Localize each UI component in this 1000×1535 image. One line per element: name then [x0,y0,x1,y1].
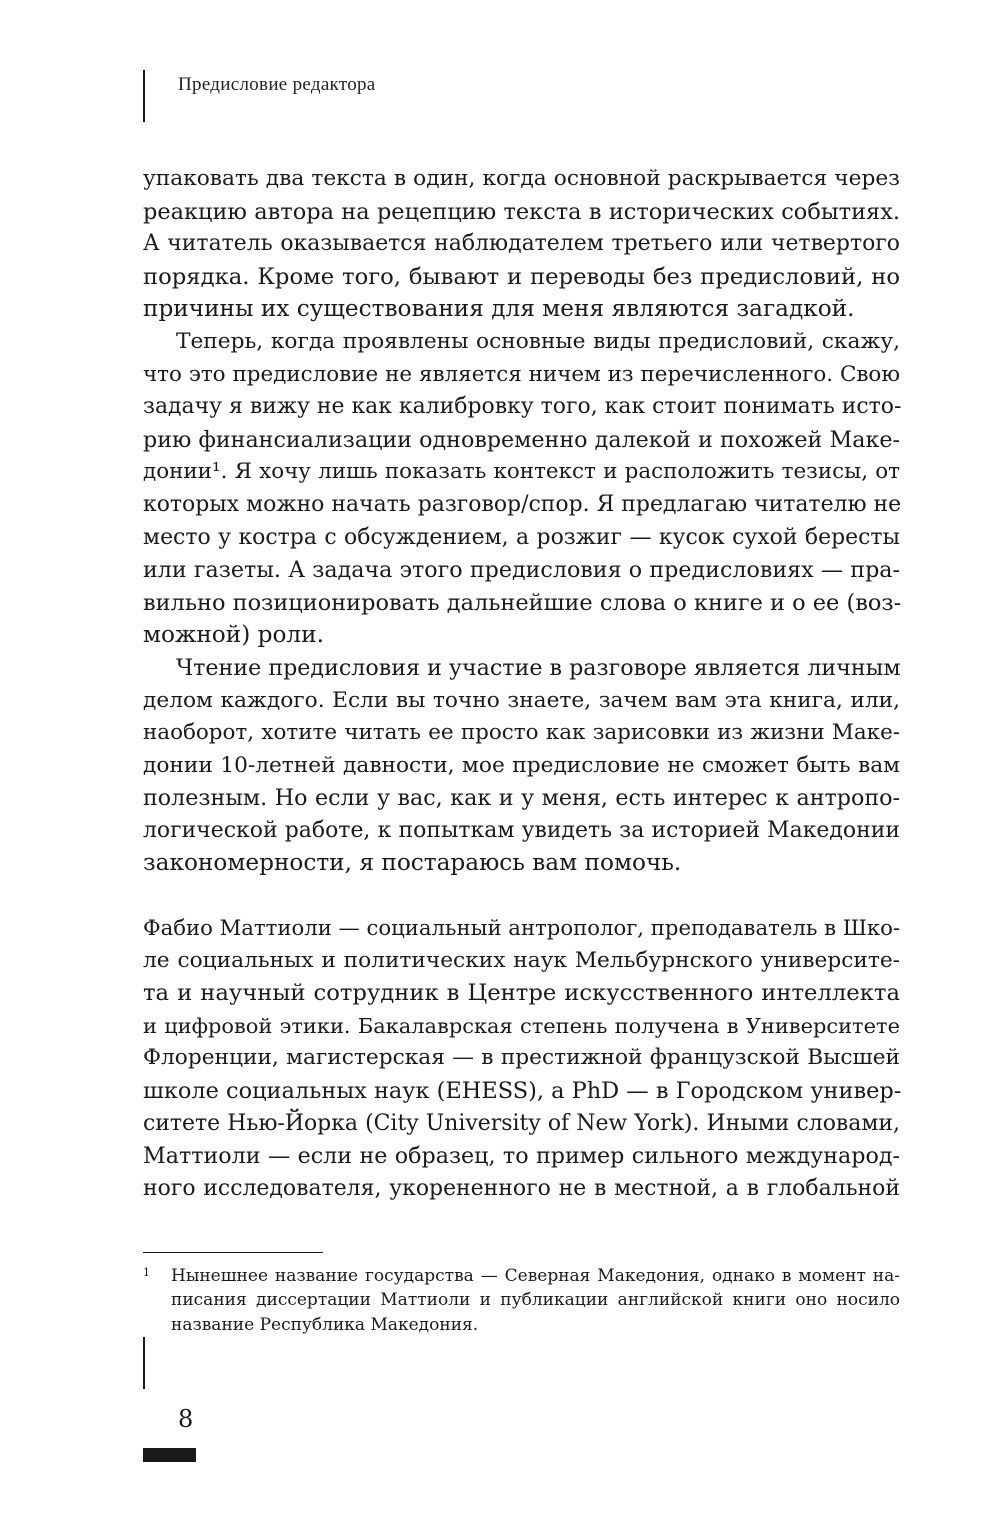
footnote-line: писания диссертации Маттиоли и публикации английской книги оно носило [171,1290,900,1311]
text-line: задачу я вижу не как калибровку того, как стоит понимать исто- [143,394,902,420]
text-line: наоборот, хотите читать ее просто как зарисовки из жизни Маке- [143,720,900,746]
footer-vertical-rule [143,1337,145,1389]
text-line: логической работе, к попыткам увидеть за историей Македонии [143,817,900,843]
text-line: делом каждого. Если вы точно знаете, зачем вам эта книга, или, [143,687,900,713]
footnote-line: Нынешнее название государства — Северная Македония, однако в момент на- [171,1266,900,1286]
footnote-line: название Республика Македония. [171,1314,479,1335]
paragraph [143,326,900,652]
header-vertical-rule [143,70,145,122]
text-line: школе социальных наук (EHESS), а PhD — в Городском универ- [143,1078,902,1105]
text-line: ситете Нью-Йорка (City University of New York). Иными словами, [143,1110,900,1136]
main-text [143,163,900,1205]
text-line: Теперь, когда проявлены основные виды предисловий, скажу, [176,328,900,354]
text-line: Фабио Маттиоли — социальный антрополог, преподаватель в Шко- [143,915,901,941]
text-line: та и научный сотрудник в Центре искусственного интеллекта [143,980,900,1007]
footnote-separator [143,1252,323,1253]
text-line: или газеты. А задача этого предисловия о предисловиях — пра- [143,557,900,584]
text-line: вильно позиционировать дальнейшие слова о книге и о ее (воз- [143,589,902,616]
text-line: что это предисловие не является ничем из перечисленного. Свою [143,361,900,387]
text-line: ле социальных и политических наук Мельбурнского университе- [143,947,900,973]
text-line: ного исследователя, укорененного не в местной, а в глобальной [143,1175,900,1201]
text-line: закономерности, я постараюсь вам помочь. [143,849,682,877]
running-head: Предисловие редактора [178,74,376,95]
page-number: 8 [178,1405,194,1433]
paragraph [143,163,900,326]
author-bio-paragraph [143,912,900,1205]
text-line: место у костра с обсуждением, а розжиг — кусок сухой бересты [143,524,900,550]
text-line: Маттиоли — если не образец, то пример сильного международ- [143,1143,900,1170]
text-line: упаковать два текста в один, когда основной раскрывается через [143,166,900,191]
text-line: донии¹. Я хочу лишь показать контекст и расположить тезисы, от [143,459,900,485]
text-line: которых можно начать разговор/спор. Я предлагаю читателю не [143,491,902,517]
text-line: донии 10-летней давности, мое предисловие не сможет быть вам [143,752,900,778]
text-line: А читатель оказывается наблюдателем третьего или четвертого [143,231,900,257]
text-line: рию финансиализации одновременно далекой и похожей Маке- [143,426,900,453]
text-line: порядка. Кроме того, бывают и переводы без предисловий, но [143,263,900,290]
text-line: полезным. Но если у вас, как и у меня, есть интерес к антропо- [143,785,900,812]
text-line: можной) роли. [143,621,324,649]
text-line: Флоренции, магистерская — в престижной французской Высшей [143,1045,900,1071]
text-line: Чтение предисловия и участие в разговоре является личным [176,654,901,681]
footnote-mark: 1 [143,1266,150,1279]
section-gap [143,880,900,912]
footnote [143,1264,900,1337]
paragraph [143,652,900,880]
text-line: причины их существования для меня являются загадкой. [143,295,855,323]
text-line: реакцию автора на рецепцию текста в исторических событиях. [143,198,900,225]
text-line: и цифровой этики. Бакалаврская степень получена в Университете [143,1013,900,1038]
page-tab-marker [143,1448,196,1462]
